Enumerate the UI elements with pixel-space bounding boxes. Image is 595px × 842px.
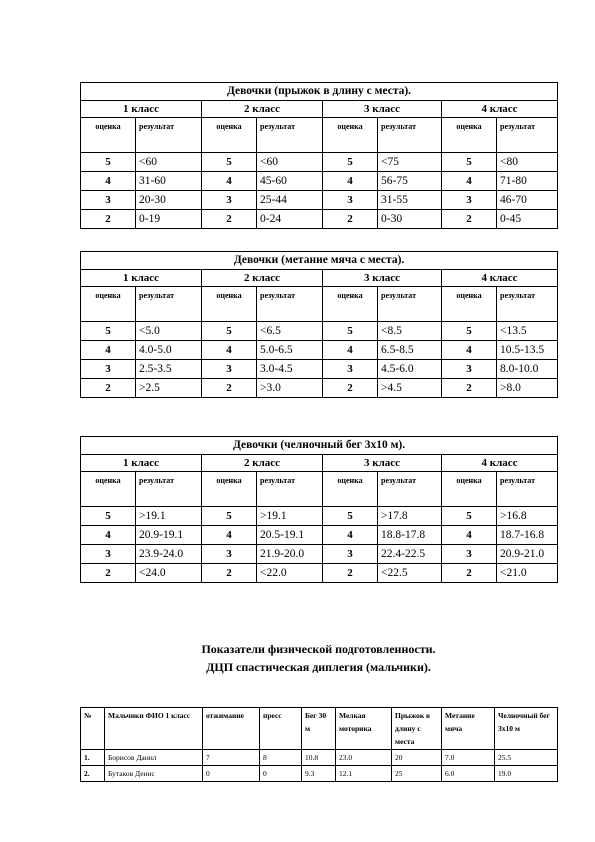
grade-cell: 2	[202, 564, 257, 583]
column-header: оценка	[202, 118, 257, 153]
table-cell: 23.0	[336, 750, 392, 766]
table-cell: 25	[392, 766, 442, 782]
grade-header: 3 класс	[323, 270, 442, 287]
grade-cell: 4	[81, 341, 136, 360]
column-header: Мелкая моторика	[336, 708, 392, 750]
grade-cell: 2	[81, 210, 136, 229]
grade-cell: 3	[323, 545, 378, 564]
column-header: оценка	[81, 472, 136, 507]
column-header: Челночный бег 3х10 м	[495, 708, 558, 750]
grade-header: 4 класс	[442, 455, 558, 472]
row-number: 2.	[81, 766, 105, 782]
grade-cell: 2	[81, 379, 136, 398]
result-cell: 45-60	[257, 172, 323, 191]
table-title: Девочки (прыжок в длину с места).	[81, 83, 558, 101]
grade-cell: 2	[442, 564, 497, 583]
grade-cell: 3	[442, 545, 497, 564]
grade-header: 3 класс	[323, 455, 442, 472]
result-cell: 18.7-16.8	[497, 526, 558, 545]
student-name: Борисов Данил	[105, 750, 203, 766]
result-cell: >3.0	[257, 379, 323, 398]
grade-cell: 2	[202, 210, 257, 229]
result-cell: 25-44	[257, 191, 323, 210]
table-cell: 10.8	[302, 750, 336, 766]
grade-cell: 5	[81, 507, 136, 526]
table-row	[81, 766, 558, 782]
result-cell: 5.0-6.5	[257, 341, 323, 360]
result-cell: 22.4-22.5	[378, 545, 442, 564]
grade-cell: 4	[442, 526, 497, 545]
table-cell: 6.0	[442, 766, 495, 782]
result-cell: 46-70	[497, 191, 558, 210]
column-header: результат	[257, 287, 323, 322]
grade-cell: 4	[323, 341, 378, 360]
grade-header: 1 класс	[81, 101, 202, 118]
grade-cell: 3	[442, 191, 497, 210]
section-heading-line: ДЦП спастическая диплегия (мальчики).	[206, 660, 431, 674]
result-cell: 20-30	[136, 191, 202, 210]
grade-cell: 3	[202, 191, 257, 210]
column-header: результат	[497, 118, 558, 153]
table-row	[81, 545, 558, 564]
result-cell: <13.5	[497, 322, 558, 341]
column-header: Метание мяча	[442, 708, 495, 750]
result-cell: 0-19	[136, 210, 202, 229]
table-cell: 7	[203, 750, 260, 766]
table-row	[81, 341, 558, 360]
norm-table-shuttle-run	[80, 436, 558, 583]
result-cell: 6.5-8.5	[378, 341, 442, 360]
column-header: результат	[497, 287, 558, 322]
table-header-row	[81, 708, 558, 750]
table-row	[81, 360, 558, 379]
norm-table-long-jump	[80, 82, 558, 229]
grade-cell: 5	[442, 507, 497, 526]
grade-cell: 5	[442, 153, 497, 172]
result-cell: 4.0-5.0	[136, 341, 202, 360]
grade-cell: 2	[323, 564, 378, 583]
result-cell: 3.0-4.5	[257, 360, 323, 379]
column-header: результат	[378, 287, 442, 322]
result-cell: 20.5-19.1	[257, 526, 323, 545]
grade-cell: 4	[323, 526, 378, 545]
result-cell: <22.0	[257, 564, 323, 583]
column-header: Мальчики ФИО 1 класс	[105, 708, 203, 750]
table-row	[81, 322, 558, 341]
result-cell: 8.0-10.0	[497, 360, 558, 379]
result-cell: <24.0	[136, 564, 202, 583]
grade-cell: 5	[323, 507, 378, 526]
grade-cell: 4	[202, 172, 257, 191]
table-row	[81, 210, 558, 229]
grade-cell: 3	[81, 191, 136, 210]
column-header: оценка	[202, 472, 257, 507]
grade-cell: 2	[442, 210, 497, 229]
column-header: результат	[497, 472, 558, 507]
column-header: пресс	[260, 708, 302, 750]
grade-cell: 4	[442, 341, 497, 360]
grade-cell: 4	[81, 172, 136, 191]
result-cell: 0-24	[257, 210, 323, 229]
table-row	[81, 507, 558, 526]
column-header: Прыжок в длину с места	[392, 708, 442, 750]
table-cell: 25.5	[495, 750, 558, 766]
table-title: Девочки (метание мяча с места).	[81, 252, 558, 270]
result-cell: >19.1	[136, 507, 202, 526]
result-cell: 31-55	[378, 191, 442, 210]
result-cell: >16.8	[497, 507, 558, 526]
column-header: Бег 30 м	[302, 708, 336, 750]
grade-cell: 5	[81, 153, 136, 172]
grade-cell: 3	[323, 191, 378, 210]
grade-cell: 5	[202, 322, 257, 341]
grade-cell: 3	[81, 360, 136, 379]
table-cell: 8	[260, 750, 302, 766]
table-row	[81, 750, 558, 766]
grade-cell: 2	[323, 210, 378, 229]
result-cell: 71-80	[497, 172, 558, 191]
grade-cell: 3	[81, 545, 136, 564]
table-cell: 0	[203, 766, 260, 782]
section-heading-line: Показатели физической подготовленности.	[201, 642, 436, 656]
grade-header: 2 класс	[202, 270, 323, 287]
column-header: оценка	[323, 118, 378, 153]
column-header: результат	[136, 472, 202, 507]
grade-cell: 5	[442, 322, 497, 341]
result-cell: 20.9-19.1	[136, 526, 202, 545]
grade-cell: 5	[323, 153, 378, 172]
result-cell: 2.5-3.5	[136, 360, 202, 379]
result-cell: <60	[136, 153, 202, 172]
result-cell: <60	[257, 153, 323, 172]
table-cell: 12.1	[336, 766, 392, 782]
grade-cell: 3	[323, 360, 378, 379]
grade-cell: 3	[202, 545, 257, 564]
grade-cell: 5	[202, 507, 257, 526]
result-cell: <8.5	[378, 322, 442, 341]
column-header: результат	[378, 472, 442, 507]
result-cell: 21.9-20.0	[257, 545, 323, 564]
table-row	[81, 172, 558, 191]
column-header: оценка	[442, 287, 497, 322]
grade-header: 2 класс	[202, 101, 323, 118]
result-cell: <22.5	[378, 564, 442, 583]
table-row	[81, 153, 558, 172]
grade-cell: 3	[442, 360, 497, 379]
grade-cell: 4	[81, 526, 136, 545]
column-header: результат	[257, 472, 323, 507]
result-cell: 31-60	[136, 172, 202, 191]
grade-header: 4 класс	[442, 101, 558, 118]
column-header: оценка	[323, 287, 378, 322]
grade-cell: 5	[81, 322, 136, 341]
grade-cell: 2	[202, 379, 257, 398]
result-cell: >4.5	[378, 379, 442, 398]
grade-header: 4 класс	[442, 270, 558, 287]
result-cell: 4.5-6.0	[378, 360, 442, 379]
column-header: оценка	[442, 472, 497, 507]
result-cell: >17.8	[378, 507, 442, 526]
grade-header: 2 класс	[202, 455, 323, 472]
grade-cell: 5	[323, 322, 378, 341]
column-header: оценка	[81, 118, 136, 153]
result-cell: <5.0	[136, 322, 202, 341]
table-cell: 20	[392, 750, 442, 766]
grade-header: 1 класс	[81, 270, 202, 287]
grade-header: 3 класс	[323, 101, 442, 118]
result-cell: >19.1	[257, 507, 323, 526]
grade-cell: 4	[202, 341, 257, 360]
table-row	[81, 191, 558, 210]
column-header: результат	[136, 118, 202, 153]
result-cell: <6.5	[257, 322, 323, 341]
table-row	[81, 564, 558, 583]
section-heading	[80, 640, 557, 676]
table-cell: 19.0	[495, 766, 558, 782]
result-cell: 10.5-13.5	[497, 341, 558, 360]
grade-cell: 3	[202, 360, 257, 379]
table-cell: 9.3	[302, 766, 336, 782]
grade-cell: 2	[323, 379, 378, 398]
column-header: отжимание	[203, 708, 260, 750]
grade-cell: 2	[442, 379, 497, 398]
grade-cell: 4	[442, 172, 497, 191]
grade-cell: 4	[323, 172, 378, 191]
column-header: оценка	[81, 287, 136, 322]
column-header: результат	[378, 118, 442, 153]
column-header: оценка	[202, 287, 257, 322]
row-number: 1.	[81, 750, 105, 766]
result-cell: 0-30	[378, 210, 442, 229]
result-cell: 56-75	[378, 172, 442, 191]
table-row	[81, 379, 558, 398]
result-cell: 0-45	[497, 210, 558, 229]
grade-header: 1 класс	[81, 455, 202, 472]
table-row	[81, 526, 558, 545]
table-title: Девочки (челночный бег 3х10 м).	[81, 437, 558, 455]
result-cell: 18.8-17.8	[378, 526, 442, 545]
result-cell: <75	[378, 153, 442, 172]
column-header: оценка	[323, 472, 378, 507]
column-header: №	[81, 708, 105, 750]
table-cell: 0	[260, 766, 302, 782]
grade-cell: 5	[202, 153, 257, 172]
result-cell: <21.0	[497, 564, 558, 583]
result-cell: 20.9-21.0	[497, 545, 558, 564]
result-cell: <80	[497, 153, 558, 172]
grade-cell: 2	[81, 564, 136, 583]
performance-table	[80, 707, 558, 782]
result-cell: >8.0	[497, 379, 558, 398]
column-header: результат	[257, 118, 323, 153]
student-name: Бутаков Денис	[105, 766, 203, 782]
norm-table-ball-throw	[80, 251, 558, 398]
result-cell: >2.5	[136, 379, 202, 398]
table-cell: 7.0	[442, 750, 495, 766]
column-header: оценка	[442, 118, 497, 153]
grade-cell: 4	[202, 526, 257, 545]
column-header: результат	[136, 287, 202, 322]
result-cell: 23.9-24.0	[136, 545, 202, 564]
